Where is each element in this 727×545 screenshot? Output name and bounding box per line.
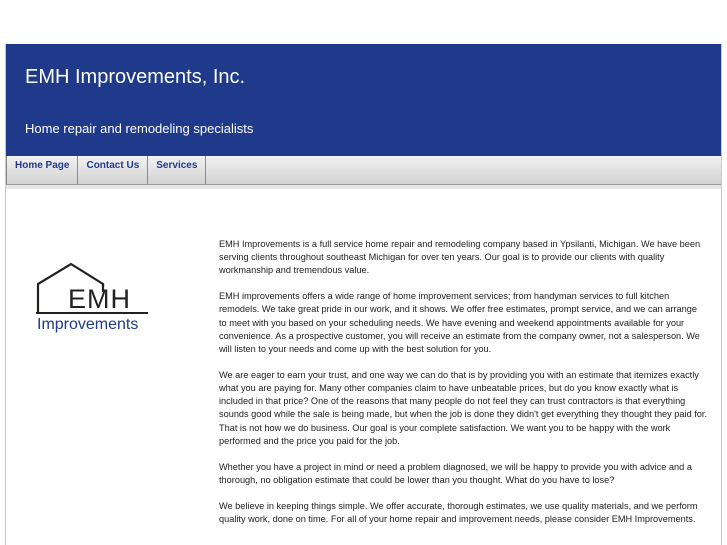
main-content — [219, 238, 707, 539]
content-paragraph: EMH improvements offers a wide range of home improvement services; from handyman services to full kitchen remodels. We take great pride in our work, and it shows. We offer free estimates, prompt service, and we can arrange to meet with you based on your scheduling needs. We have evening and weekend appointments available for your convenience. As a prospective customer, you will receive an estimate from the company owner, not a salesperson. We will listen to your needs and come up with the best solution for you. — [219, 291, 700, 355]
content-paragraph: EMH Improvements is a full service home repair and remodeling company based in Ypsilanti, Michigan. We have been serving clients throughout southeast Michigan for over ten years. Our goal is to provide our clients with quality workmanship and tremendous value. — [219, 239, 701, 276]
content-paragraph: Whether you have a project in mind or need a problem diagnosed, we will be happy to provide you with advice and a thorough, no obligation estimate that could be lower than you thought. What do you have to lose? — [219, 461, 692, 485]
site-title: EMH Improvements, Inc. — [25, 66, 246, 88]
nav-services[interactable]: Services — [148, 156, 206, 184]
nav-home-page[interactable]: Home Page — [6, 156, 78, 184]
logo-improvements-text: Improvements — [37, 316, 139, 333]
content-paragraph: We are eager to earn your trust, and one way we can do that is by providing you with an estimate that itemizes exactly what you are paying for. Many other companies claim to have unbeatable prices, but do you know exactly what is included in that price? One of the reasons that many people do not feel they can trust contractors is that everything sounds good while the sale is being made, but when the job is done they didn't get everything they thought they paid for. That is not how we do business. Our goal is your complete satisfaction. We want you to be happy with the work performed and the price you paid for the job. — [219, 369, 707, 446]
content-paragraph: We believe in keeping things simple. We offer accurate, thorough estimates, we use quality materials, and we perform quality work, done on time. For all of your home repair and improvement needs, please consider EMH Improvements. — [219, 500, 698, 524]
nav-divider — [6, 185, 721, 189]
nav-bar — [6, 156, 721, 185]
nav-contact-us[interactable]: Contact Us — [78, 156, 148, 184]
company-logo — [34, 262, 154, 337]
site-tagline: Home repair and remodeling specialists — [25, 121, 254, 136]
site-header — [6, 44, 721, 156]
logo-emh-text: EMH — [68, 284, 131, 314]
